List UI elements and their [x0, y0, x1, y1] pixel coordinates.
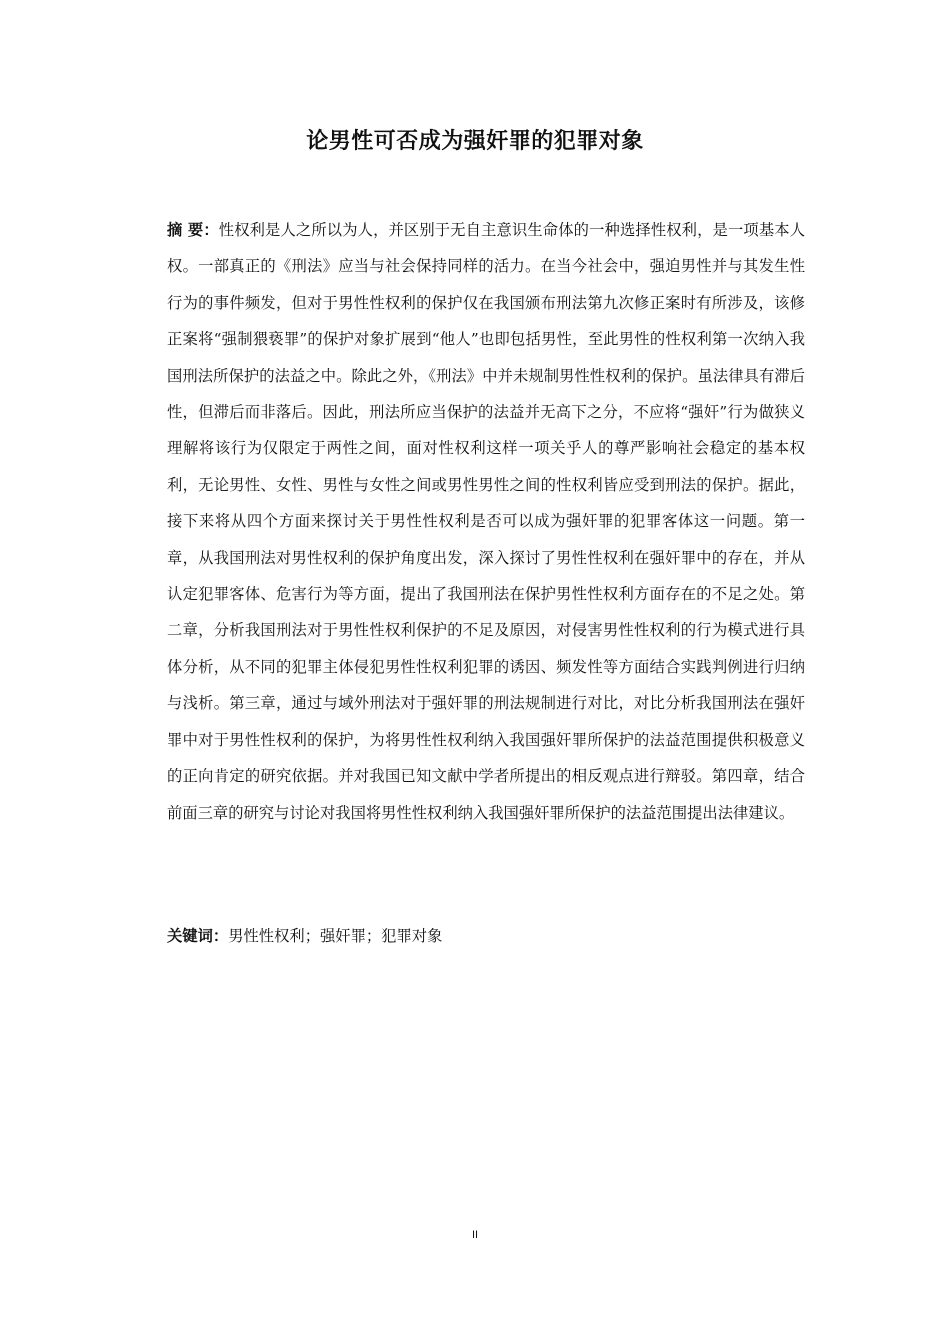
document-title: 论男性可否成为强奸罪的犯罪对象 [306, 129, 644, 154]
keywords-line [167, 918, 805, 954]
abstract-label: 摘 要： [167, 221, 219, 239]
page-number: II [471, 1229, 479, 1241]
keywords-label: 关键词： [167, 927, 229, 945]
keywords-text: 男性性权利；强奸罪；犯罪对象 [228, 927, 443, 945]
abstract-text: 性权利是人之所以为人，并区别于无自主意识生命体的一种选择性权利，是一项基本人权。一部真正的《刑法》应当与社会保持同样的活力。在当今社会中，强迫男性并与其发生性行为的事件频发，但对于男性性权利的保护仅在我国颁布刑法第九次修正案时有所涉及，该修正案将“强制猥亵罪”的保护对象扩展到“他人”也即包括男性，至此男性的性权利第一次纳入我国刑法所保护的法益之中。除此之外，《刑法》中并未规制男性性权利的保护。虽法律具有滞后性，但滞后而非落后。因此，刑法所应当保护的法益并无高下之分，不应将“强奸”行为做狭义理解将该行为仅限定于两性之间，面对性权利这样一项关乎人的尊严影响社会稳定的基本权利，无论男性、女性、男性与女性之间或男性男性之间的性权利皆应受到刑法的保护。据此，接下来将从四个方面来探讨关于男性性权利是否可以成为强奸罪的犯罪客体这一问题。第一章，从我国刑法对男性权利的保护角度出发，深入探讨了男性性权利在强奸罪中的存在，并从认定犯罪客体、危害行为等方面，提出了我国刑法在保护男性性权利方面存在的不足之处。第二章，分析我国刑法对于男性性权利保护的不足及原因，对侵害男性性权利的行为模式进行具体分析，从不同的犯罪主体侵犯男性性权利犯罪的诱因、频发性等方面结合实践判例进行归纳与浅析。第三章，通过与域外刑法对于强奸罪的刑法规制进行对比，对比分析我国刑法在强奸罪中对于男性性权利的保护，为将男性性权利纳入我国强奸罪所保护的法益范围提供积极意义的正向肯定的研究依据。并对我国已知文献中学者所提出的相反观点进行辩驳。第四章，结合前面三章的研究与讨论对我国将男性性权利纳入我国强奸罪所保护的法益范围提出法律建议。 [167, 221, 805, 822]
abstract-paragraph [167, 212, 805, 831]
